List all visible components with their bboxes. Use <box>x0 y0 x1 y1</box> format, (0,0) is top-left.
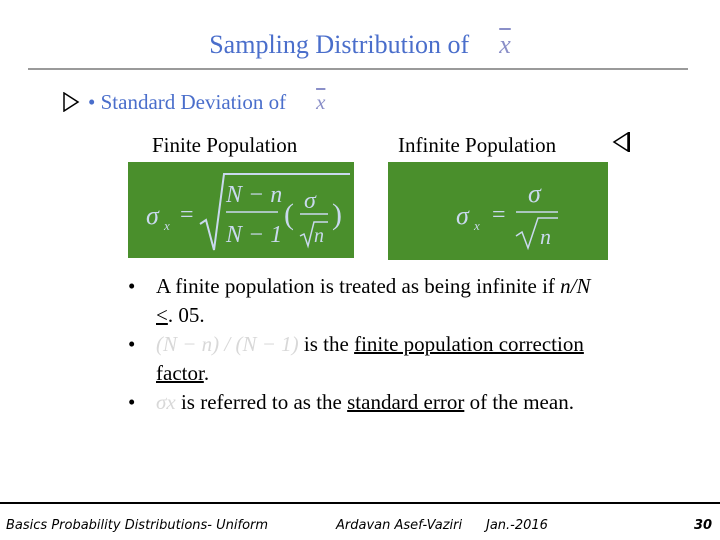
finite-formula <box>128 162 354 258</box>
infinite-population-label: Infinite Population <box>398 133 557 157</box>
title-divider <box>28 68 688 70</box>
correction-factor-expr: (N − n) / (N − 1) <box>156 332 299 356</box>
list-item <box>128 272 598 330</box>
bullet-pre: is the <box>303 332 349 356</box>
finite-population-label: Finite Population <box>152 133 298 157</box>
bullet-pre: is referred to as the <box>180 390 342 414</box>
bullet-cmp: < <box>156 303 168 327</box>
sigma-numerator: σ <box>304 188 316 214</box>
equals-sign: = <box>180 202 194 228</box>
finite-population-correction-factor-term: finite population correction factor <box>156 332 584 385</box>
bullet-expr: n/N <box>560 274 591 298</box>
list-item <box>128 388 598 417</box>
standard-error-term: standard error <box>347 390 465 414</box>
subheading-x-bar-symbol: $\overline{x}$ <box>316 90 326 114</box>
x-subscript: x <box>474 218 480 233</box>
equals-sign: = <box>492 202 506 228</box>
open-paren: ( <box>284 198 294 231</box>
slide-title-text: Sampling Distribution of <box>209 30 470 59</box>
bullet-dot: • <box>128 390 136 414</box>
footer-author: Ardavan Asef-Vaziri <box>336 518 463 533</box>
slide-title <box>0 30 720 60</box>
bullet-text: A finite population is treated as being infinite if <box>156 274 555 298</box>
bullet-dot: • <box>128 332 136 356</box>
sigma-x-expr: σx <box>156 390 176 414</box>
sqrt-n: n <box>540 224 551 249</box>
subheading-text: Standard Deviation of <box>100 90 287 114</box>
numerator: N − n <box>226 182 283 208</box>
next-slide-arrow-icon[interactable] <box>62 92 80 112</box>
sigma-symbol: σ <box>456 201 469 230</box>
bullet-list <box>128 272 598 417</box>
close-paren: ) <box>332 198 342 231</box>
sigma-symbol: σ <box>146 201 159 230</box>
sigma-numerator: σ <box>528 179 541 208</box>
footer-divider <box>0 502 720 504</box>
subheading <box>88 90 325 115</box>
bullet-dot: • <box>128 274 136 298</box>
infinite-formula <box>388 162 608 260</box>
list-item <box>128 330 598 388</box>
sqrt-n: n <box>314 225 324 247</box>
footer-date: Jan.-2016 <box>486 518 548 533</box>
bullet-post: . <box>203 361 210 385</box>
x-bar-symbol: $\overline{x}$ <box>499 30 511 59</box>
finite-formula-box <box>128 162 354 258</box>
infinite-formula-box <box>388 162 608 260</box>
x-subscript: x <box>164 218 170 233</box>
bullet-post: of the mean. <box>469 390 574 414</box>
denominator: N − 1 <box>226 222 283 248</box>
bullet-tail: . 05. <box>167 303 205 327</box>
footer-course-title: Basics Probability Distributions- Uniform <box>6 518 269 533</box>
subheading-bullet: • <box>88 90 96 114</box>
previous-slide-arrow-icon[interactable] <box>612 132 630 152</box>
footer-page-number: 30 <box>694 518 713 533</box>
